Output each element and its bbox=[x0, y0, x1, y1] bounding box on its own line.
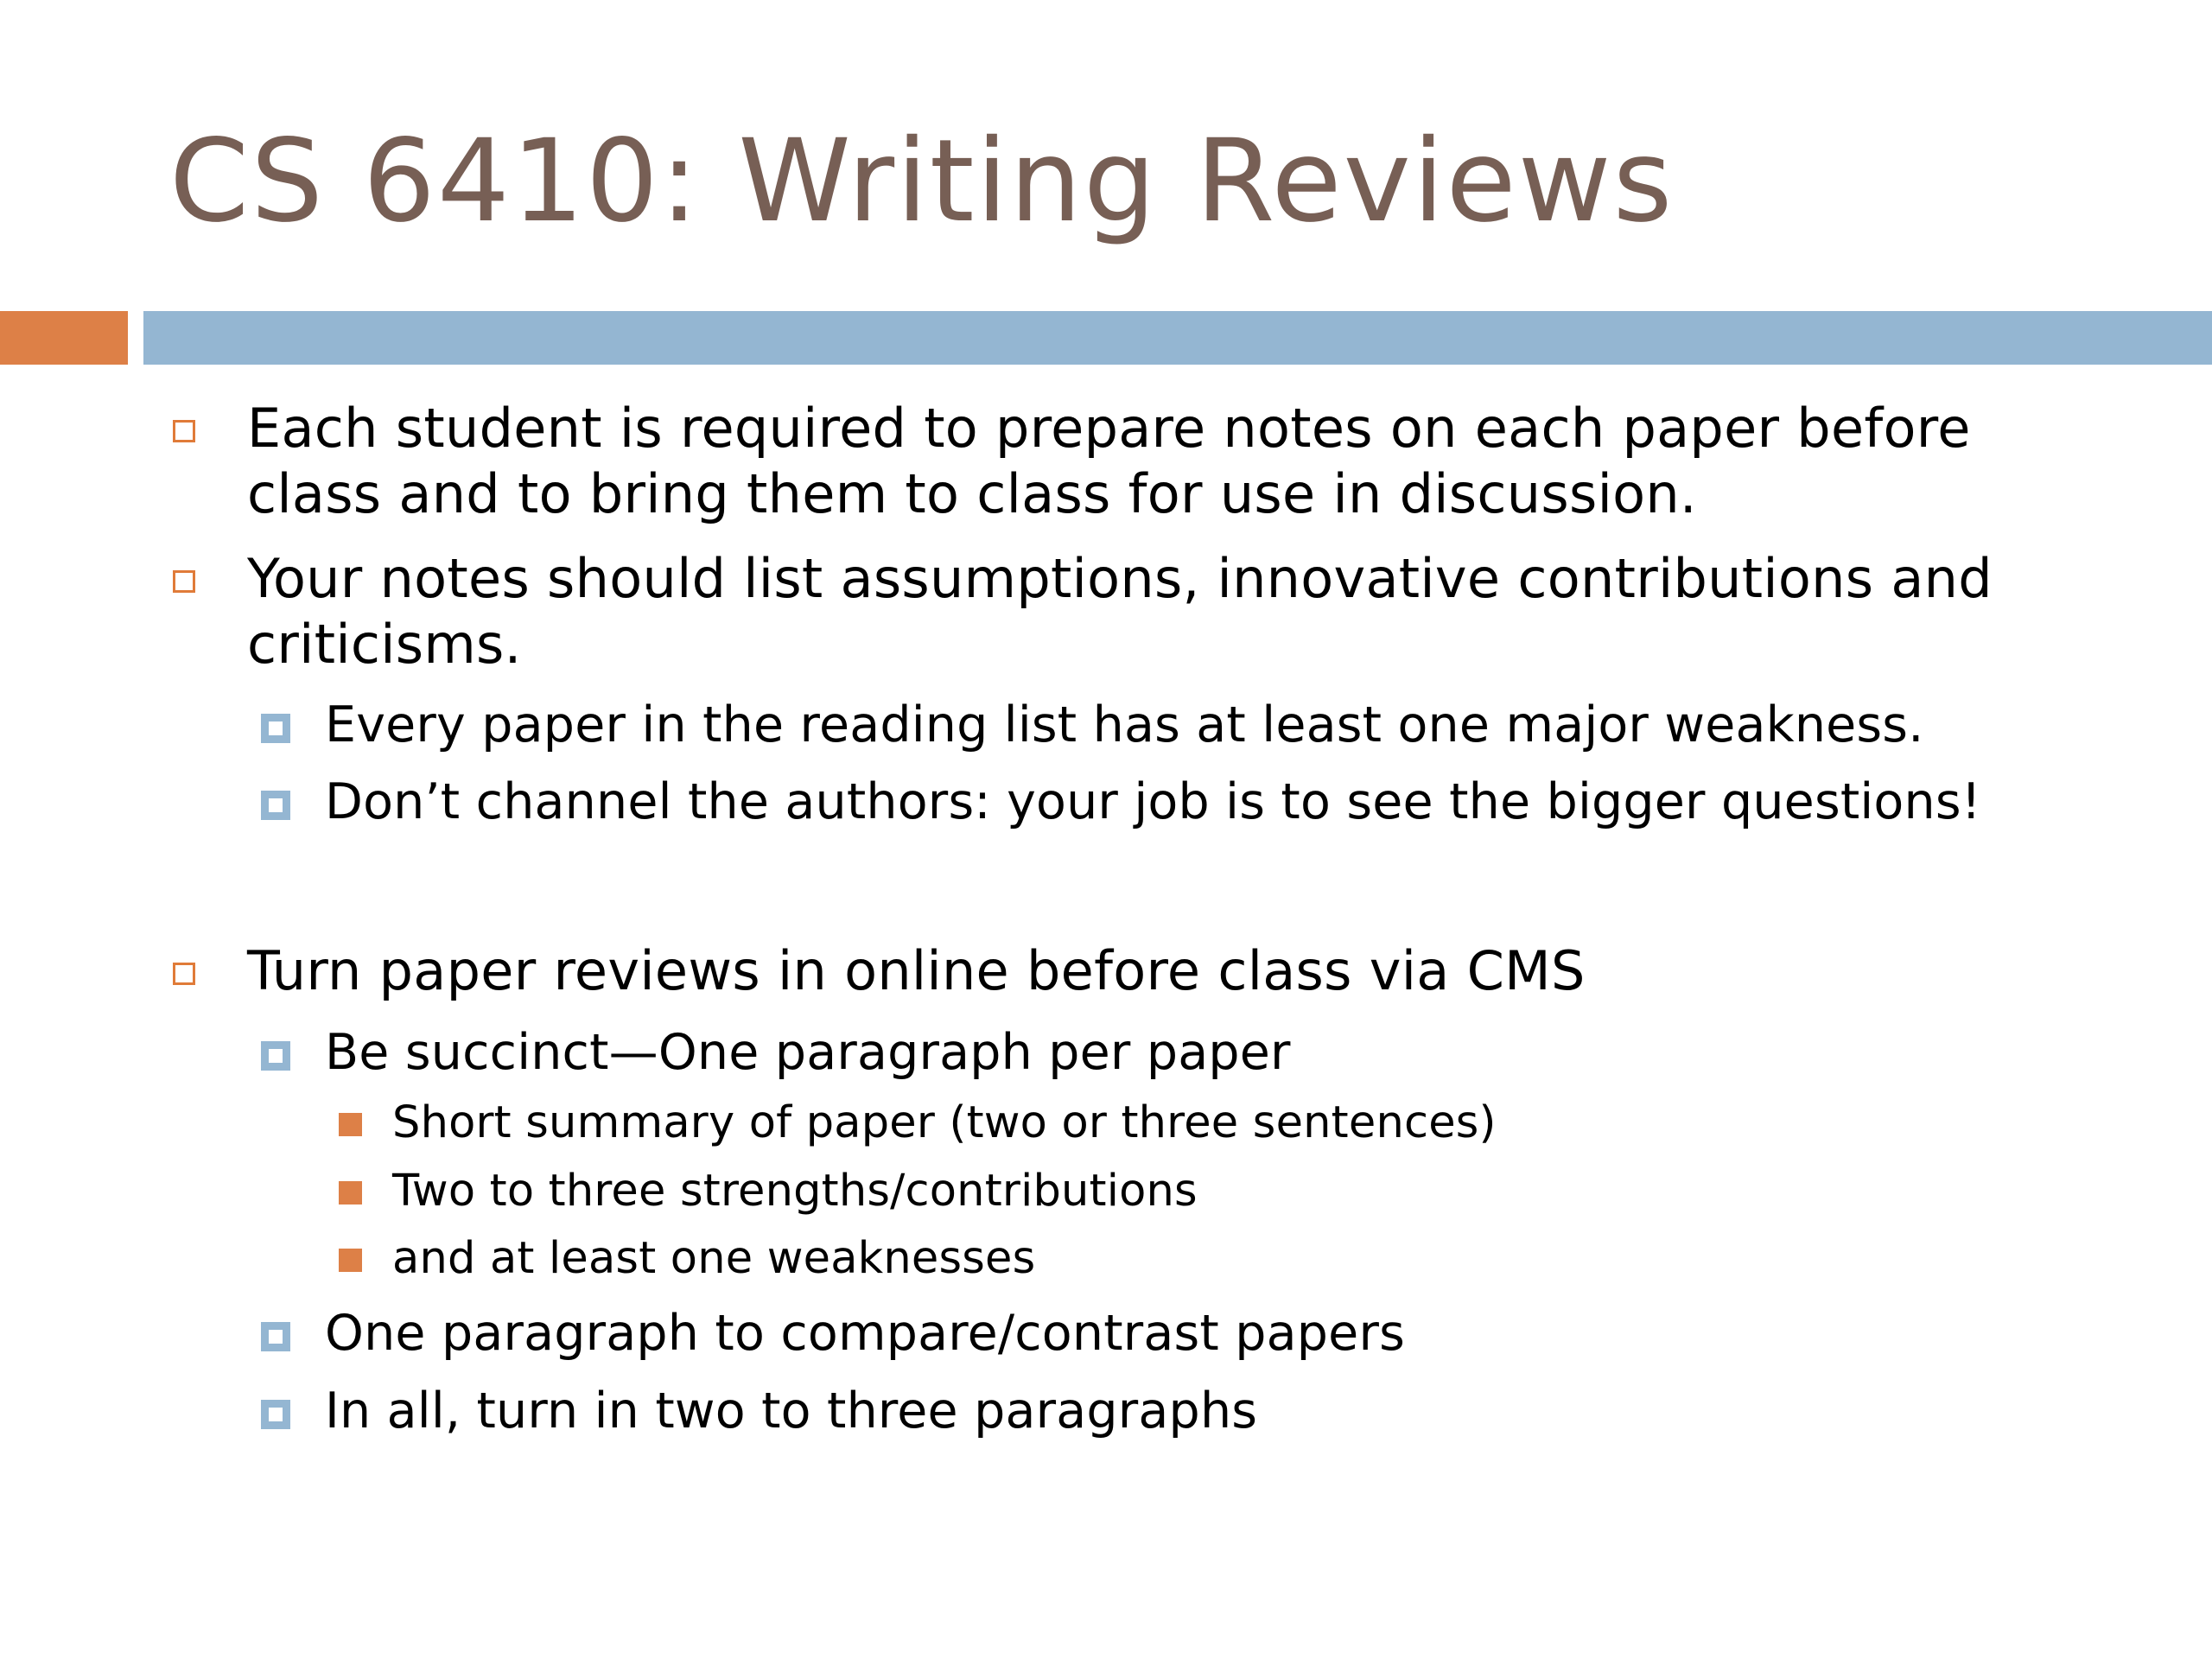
slide-title: CS 6410: Writing Reviews bbox=[169, 115, 1675, 248]
filled-square-bullet-icon bbox=[339, 1181, 362, 1205]
bullet-text: class and to bring them to class for use in discussion. bbox=[247, 462, 1697, 525]
bullet-text: Don’t channel the authors: your job is to see the bigger questions! bbox=[325, 773, 1981, 830]
sub-sub-bullet-item bbox=[392, 1231, 1035, 1287]
square-bullet-icon bbox=[261, 791, 290, 820]
bullet-text: In all, turn in two to three paragraphs bbox=[325, 1382, 1258, 1440]
sub-bullet-item bbox=[325, 1303, 1405, 1363]
bullet-text: Every paper in the reading list has at least one major weakness. bbox=[325, 696, 1924, 753]
hollow-square-bullet-icon bbox=[173, 570, 195, 593]
square-bullet-icon bbox=[261, 714, 290, 743]
square-bullet-icon bbox=[261, 1041, 290, 1071]
bullet-item bbox=[247, 396, 1971, 527]
sub-sub-bullet-item bbox=[392, 1164, 1198, 1219]
bullet-text: and at least one weaknesses bbox=[392, 1233, 1036, 1284]
hollow-square-bullet-icon bbox=[173, 963, 195, 985]
filled-square-bullet-icon bbox=[339, 1249, 362, 1272]
sub-bullet-item bbox=[325, 1022, 1291, 1083]
sub-bullet-item bbox=[325, 772, 1981, 832]
hollow-square-bullet-icon bbox=[173, 420, 195, 442]
filled-square-bullet-icon bbox=[339, 1113, 362, 1136]
bullet-text: Each student is required to prepare notes on each paper before bbox=[247, 397, 1971, 460]
bullet-item bbox=[247, 938, 1586, 1004]
bullet-text: Two to three strengths/contributions bbox=[392, 1166, 1198, 1217]
bullet-item bbox=[247, 546, 1993, 677]
bullet-text: criticisms. bbox=[247, 613, 522, 676]
sub-bullet-item bbox=[325, 1381, 1257, 1441]
bullet-text: One paragraph to compare/contrast papers bbox=[325, 1305, 1405, 1362]
bullet-text: Your notes should list assumptions, innovative contributions and bbox=[247, 547, 1993, 610]
bullet-text: Short summary of paper (two or three sentences) bbox=[392, 1097, 1497, 1148]
square-bullet-icon bbox=[261, 1400, 290, 1429]
sub-bullet-item bbox=[325, 695, 1924, 755]
square-bullet-icon bbox=[261, 1322, 290, 1351]
sub-sub-bullet-item bbox=[392, 1096, 1497, 1151]
bullet-text: Be succinct—One paragraph per paper bbox=[325, 1024, 1291, 1081]
bullet-text: Turn paper reviews in online before class via CMS bbox=[247, 939, 1586, 1002]
